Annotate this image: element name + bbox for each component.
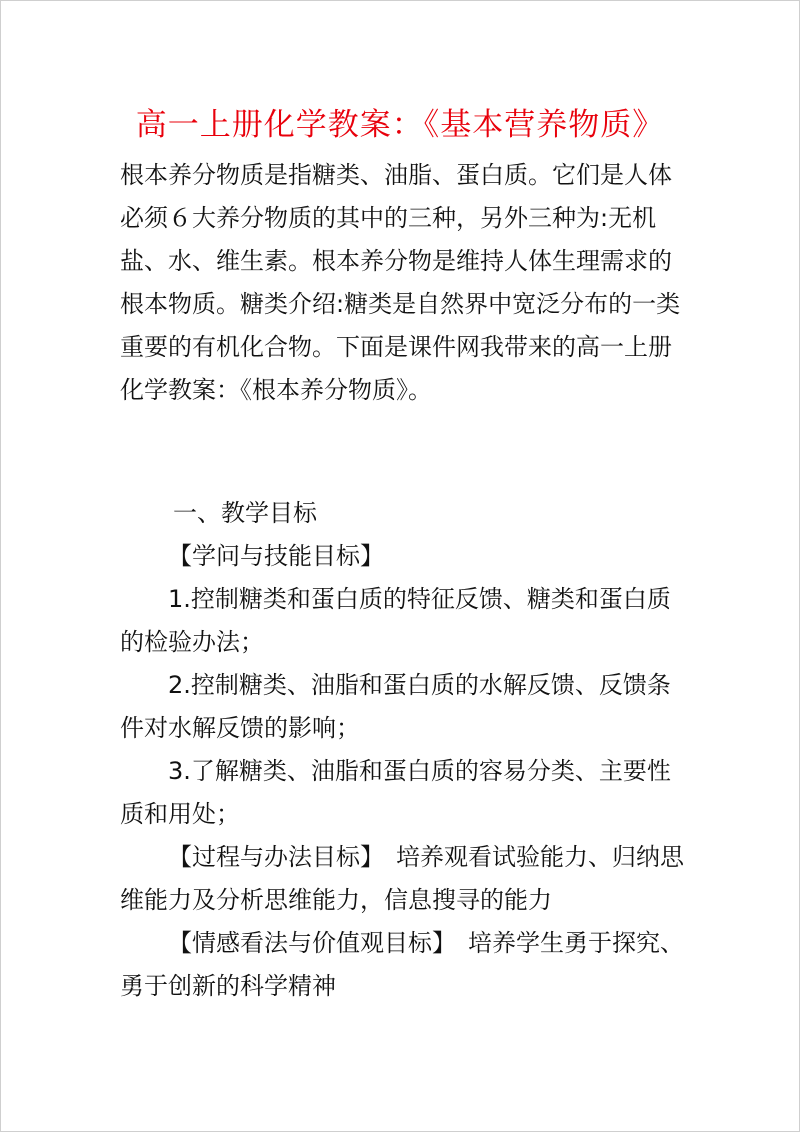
paragraph-goal-1: 1.控制糖类和蛋白质的特征反馈、糖类和蛋白质的检验办法； (120, 585, 671, 656)
intro-paragraph: 根本养分物质是指糖类、油脂、蛋白质。它们是人体必须６大养分物质的其中的三种，另外三种为:无机盐、水、维生素。根本养分物是维持人体生理需求的根本物质。糖类介绍:糖类是自然界中宽泛分布的一类重要的有机化合物。下面是课件网我带来的高一上册化学教案：《根本养分物质》。 (120, 161, 681, 404)
paragraph-goal-2: 2.控制糖类、油脂和蛋白质的水解反馈、反馈条件对水解反馈的影响； (120, 671, 671, 742)
paragraph-knowledge-goal-heading: 【学问与技能目标】 (168, 542, 384, 570)
paragraph-goal-3: 3.了解糖类、油脂和蛋白质的容易分类、主要性质和用处； (120, 757, 671, 828)
document-title: 高一上册化学教案：《基本营养物质》 (135, 107, 665, 143)
document-body (120, 492, 690, 1008)
paragraph-emotion-goal: 【情感看法与价值观目标】 培养学生勇于探究、勇于创新的科学精神 (120, 929, 684, 1000)
section-heading: 一、教学目标 (173, 499, 317, 527)
paragraph-process-goal: 【过程与办法目标】 培养观看试验能力、归纳思维能力及分析思维能力，信息搜寻的能力 (120, 843, 684, 914)
